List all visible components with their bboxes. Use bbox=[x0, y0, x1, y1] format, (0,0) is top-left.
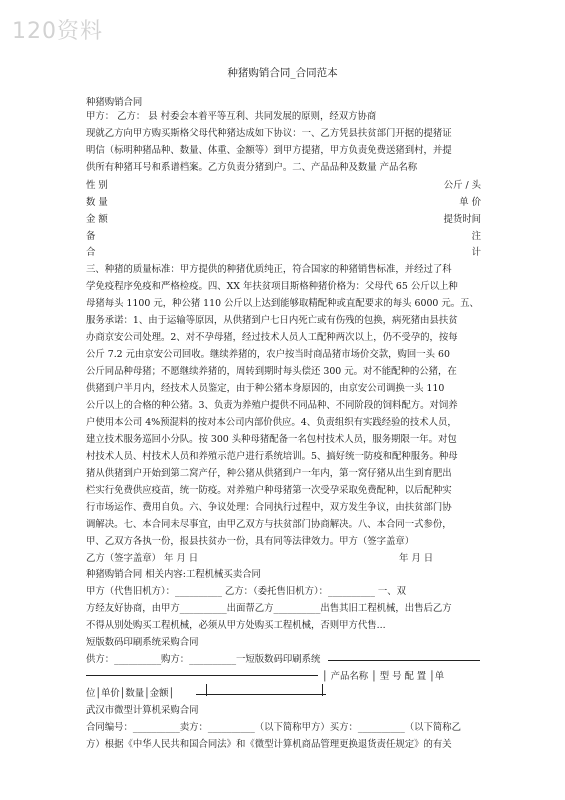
paragraph-line: 户使用本公司 4%预混料的按对本公司内部价供应。4、负责组织有实践经验的技术人员， bbox=[86, 417, 457, 428]
paragraph-line: 母猪每头 1100 元，种公猪 110 公斤以上达到能够取精配种或直配要求的每头 6000 元。五、 bbox=[86, 298, 479, 309]
table-cell-left: 合 bbox=[86, 247, 96, 258]
table-cell-left: 金 额 bbox=[86, 214, 108, 225]
paragraph-line: 不得从别处购买工程机械，必须从甲方处购买工程机械，否则甲方代售... bbox=[86, 620, 386, 631]
paragraph-line: 合同编号：__________卖方：__________（以下简称甲方）买方：__________（以下简称乙 bbox=[86, 722, 462, 733]
signature-line-left: 乙方（签字盖章） 年 月 日 bbox=[86, 553, 199, 564]
table-rule bbox=[86, 675, 318, 676]
section-heading: 武汉市微型计算机采购合同 bbox=[86, 705, 199, 716]
table-border bbox=[322, 684, 323, 696]
table-cell-left: 性 别 bbox=[86, 180, 108, 191]
table-cell-right: 计 bbox=[471, 247, 481, 258]
paragraph-line: 服务承诺：1、由于运输等原因，从供猪到户七日内死亡或有伤残的包换，病死猪由县扶贫 bbox=[86, 315, 458, 326]
paragraph-line: 三、种猪的质量标准：甲方提供的种猪优质纯正，符合国家的种猪销售标准，并经过了科 bbox=[86, 264, 452, 275]
table-cell-right: 单 价 bbox=[459, 197, 481, 208]
signature-line-right: 年 月 日 bbox=[399, 553, 434, 564]
paragraph-line: 栏实行免费供应疫苗，统一防疫。对养殖户种母猪第一次受孕采取免费配种，以后配种实 bbox=[86, 485, 452, 496]
paragraph-line: 明信（标明种猪品种、数量、体重、金额等）到甲方提猪，甲方负责免费送猪到村，并提 bbox=[86, 145, 452, 156]
paragraph-line: 公斤以上的合格的种公猪。3、负责为养殖户提供不同品种、不同阶段的饲料配方。对饲养 bbox=[86, 400, 458, 411]
paragraph-line: 办商京安公司处理。2、对不孕母猪，经过技术人员人工配种两次以上，仍不受孕的，按每 bbox=[86, 332, 458, 343]
paragraph-line: 甲方（代售旧机方）：__________ 乙方：（委托售旧机方）：__________ 一、双 bbox=[86, 586, 407, 597]
paragraph-line: 村技术人员、村技术人员和养殖示范户进行系统培训。5、搞好统一防疫和配种服务。种母 bbox=[86, 451, 458, 462]
section-heading: 短版数码印刷系统采购合同 bbox=[86, 637, 199, 648]
paragraph-line: 甲、乙双方各执一份，报县扶贫办一份，具有同等法律效力。甲方（签字盖章） bbox=[86, 536, 415, 547]
paragraph-line: 方经友好协商，由甲方__________出面帮乙方__________出售其旧工程机械，出售后乙方 bbox=[86, 603, 452, 614]
paragraph-line: 供猪到户半月内，经技术人员鉴定，由于种公猪本身原因的，由京安公司调换一头 110 bbox=[86, 383, 445, 394]
paragraph-line: 位│单价│数量│金额│ bbox=[86, 688, 175, 699]
paragraph-line: 学免疫程序免疫和严格检疫。四、XX 年扶贫项目斯格种猪价格为：父母代 65 公斤以上种 bbox=[86, 281, 458, 292]
paragraph-line: 公斤同品种母猪；不愿继续养猪的，周转到期时每头偿还 300 元。对不能配种的公猪，在 bbox=[86, 366, 457, 377]
watermark-logo: 120资料 bbox=[12, 19, 103, 44]
paragraph-line: 调解决。七、本合同未尽事宜，由甲乙双方与扶贫部门协商解决。八、本合同一式参份， bbox=[86, 519, 452, 530]
paragraph-line: 猪从供猪到户开始到第二窝产仔，种公猪从供猪到户一年内，第一窝仔猪从出生到育肥出 bbox=[86, 468, 452, 479]
paragraph-line: 供方：__________购方：__________一短版数码印刷系统 bbox=[86, 654, 321, 665]
paragraph-line: 供所有种猪耳号和系谱档案。乙方负责分猪到户。二、产品品种及数量 产品名称 bbox=[86, 162, 418, 173]
paragraph-line: 甲方： 乙方： 县 村委会本着平等互利、共同发展的原则，经双方协商 bbox=[86, 111, 377, 122]
paragraph-line: 建立技术服务巡回小分队。按 300 头种母猪配备一名包村技术人员，服务期限一年。对包 bbox=[86, 434, 457, 445]
related-content-line: 种猪购销合同 相关内容:工程机械买卖合同 bbox=[86, 569, 261, 580]
document-title: 种猪购销合同_合同范本 bbox=[227, 67, 338, 79]
paragraph-line: 行市场运作、费用自负。六、争议处理：合同执行过程中，双方发生争议，由扶贫部门协 bbox=[86, 502, 452, 513]
table-cell-left: 数 量 bbox=[86, 197, 108, 208]
table-rule bbox=[328, 660, 480, 661]
paragraph-line: │ 产品名称 │ 型 号 配 置 │单 bbox=[322, 671, 445, 682]
paragraph-line: 公斤 7.2 元由京安公司回收。继续养猪的，农户按当时商品猪市场价交款，购回一头 60 bbox=[86, 349, 450, 360]
table-cell-left: 备 bbox=[86, 231, 96, 242]
table-cell-right: 提货时间 bbox=[443, 214, 481, 225]
paragraph-line: 方）根据《中华人民共和国合同法》和《微型计算机商品管理更换退货责任规定》的有关 bbox=[86, 739, 452, 750]
table-cell-right: 公斤 / 头 bbox=[443, 180, 481, 191]
table-border bbox=[206, 684, 207, 696]
table-cell-right: 注 bbox=[471, 231, 481, 242]
paragraph-line: 现就乙方向甲方购买斯格父母代种猪达成如下协议：一、乙方凭县扶贫部门开据的提猪证 bbox=[86, 128, 452, 139]
table-rule bbox=[196, 694, 326, 695]
section-heading: 种猪购销合同 bbox=[86, 97, 143, 108]
